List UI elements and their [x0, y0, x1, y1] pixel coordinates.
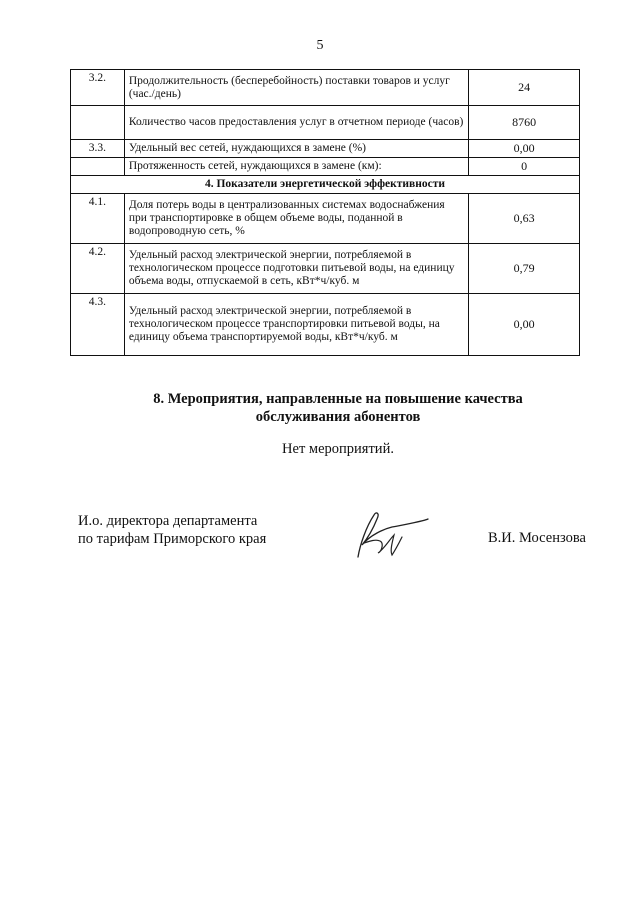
- position-line1: И.о. директора департамента: [78, 513, 258, 529]
- row-description: Протяженность сетей, нуждающихся в замене (км):: [124, 158, 468, 176]
- table-row: [71, 106, 580, 140]
- row-number: 4.1.: [71, 194, 125, 244]
- row-description: Удельный расход электрической энергии, потребляемой в технологическом процессе подготовки питьевой воды, на единицу объема воды, отпускаемой в сеть, кВт*ч/куб. м: [124, 244, 468, 294]
- table-row: [71, 244, 580, 294]
- section-4-title: 4. Показатели энергетической эффективности: [71, 176, 580, 194]
- table-row: [71, 140, 580, 158]
- row-number: [71, 158, 125, 176]
- row-number: 3.3.: [71, 140, 125, 158]
- table-row: [71, 194, 580, 244]
- row-number: 3.2.: [71, 70, 125, 106]
- row-description: Удельный вес сетей, нуждающихся в замене (%): [124, 140, 468, 158]
- section-8-body: Нет мероприятий.: [282, 441, 394, 457]
- row-number: 4.2.: [71, 244, 125, 294]
- signer-name: В.И. Мосензова: [488, 530, 586, 546]
- row-value: 0,00: [469, 294, 580, 356]
- row-value: 24: [469, 70, 580, 106]
- section-header-row: [71, 176, 580, 194]
- row-description: Удельный расход электрической энергии, потребляемой в технологическом процессе транспортировки питьевой воды, на единицу объема транспортируемой воды, кВт*ч/куб. м: [124, 294, 468, 356]
- handwritten-signature: [340, 505, 430, 565]
- section-8-heading: [0, 390, 640, 426]
- table-row: [71, 158, 580, 176]
- row-number: 4.3.: [71, 294, 125, 356]
- section-8-title-line2: обслуживания абонентов: [255, 409, 421, 425]
- row-description: Продолжительность (бесперебойность) поставки товаров и услуг (час./день): [124, 70, 468, 106]
- table-row: [71, 70, 580, 106]
- row-value: 0,00: [469, 140, 580, 158]
- row-value: 8760: [469, 106, 580, 140]
- section-8-title-line1: 8. Мероприятия, направленные на повышение качества: [153, 391, 523, 407]
- row-description: Доля потерь воды в централизованных системах водоснабжения при транспортировке в общем объеме воды, поданной в водопроводную сеть, %: [124, 194, 468, 244]
- table-row: [71, 294, 580, 356]
- position-line2: по тарифам Приморского края: [78, 531, 267, 547]
- page-number: 5: [316, 38, 324, 53]
- row-value: 0,79: [469, 244, 580, 294]
- indicators-table: [70, 69, 580, 356]
- row-value: 0,63: [469, 194, 580, 244]
- signatory-position: [78, 512, 266, 548]
- row-description: Количество часов предоставления услуг в отчетном периоде (часов): [124, 106, 468, 140]
- row-number: [71, 106, 125, 140]
- row-value: 0: [469, 158, 580, 176]
